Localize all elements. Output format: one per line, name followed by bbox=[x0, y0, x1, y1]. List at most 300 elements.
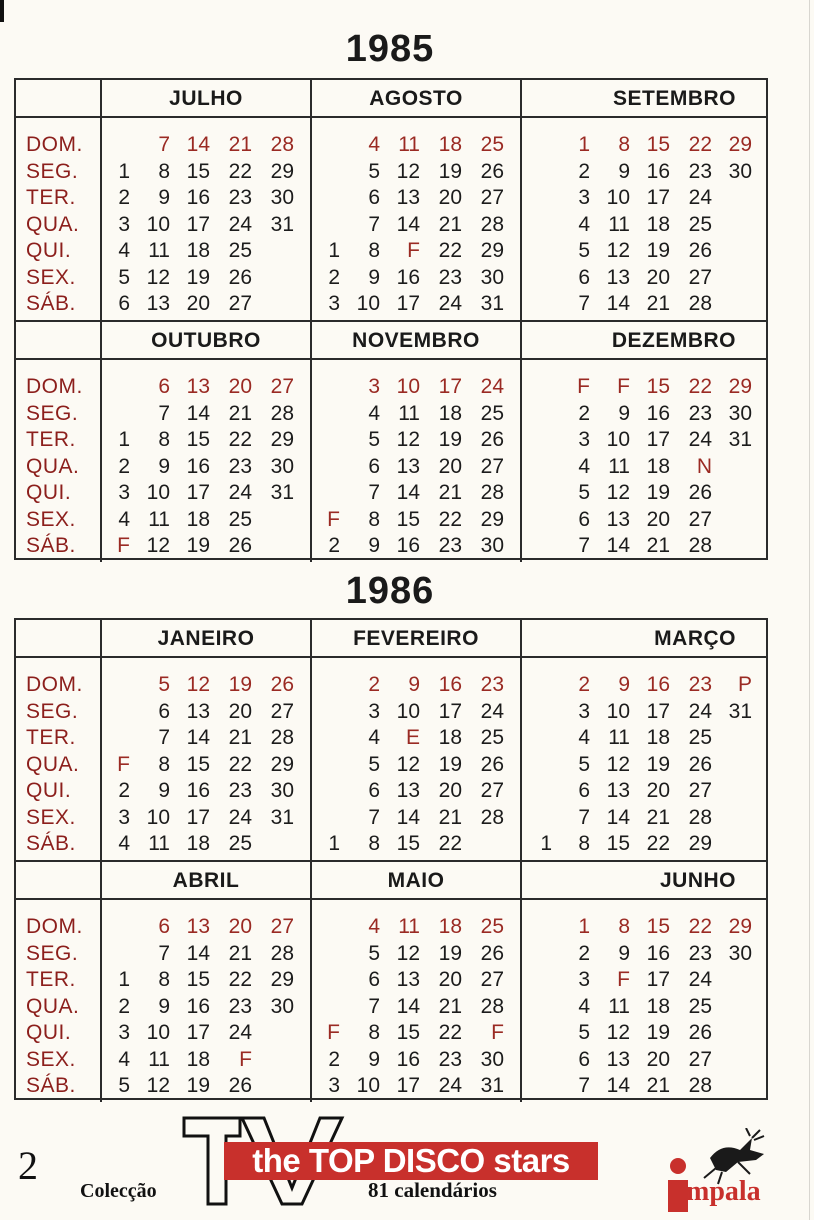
day-number: 20 bbox=[438, 186, 462, 209]
day-number: 15 bbox=[646, 375, 670, 398]
day-number: F bbox=[117, 534, 130, 557]
day-number: 13 bbox=[396, 186, 420, 209]
day-number: 20 bbox=[228, 915, 252, 938]
month-name: JANEIRO bbox=[100, 620, 310, 656]
day-number: 13 bbox=[606, 265, 630, 289]
day-number: 8 bbox=[158, 752, 170, 776]
month-day-grid bbox=[16, 360, 766, 562]
day-number: 22 bbox=[438, 1021, 462, 1044]
day-number: 9 bbox=[618, 159, 630, 183]
day-number: 28 bbox=[688, 805, 712, 829]
day-number: 15 bbox=[606, 832, 630, 855]
weekday-label: DOM. bbox=[26, 915, 83, 938]
day-number: 14 bbox=[396, 805, 420, 829]
day-number: 27 bbox=[480, 454, 504, 478]
day-number: 24 bbox=[228, 212, 252, 236]
day-number: 4 bbox=[578, 454, 590, 478]
day-number: 17 bbox=[438, 699, 462, 723]
day-number: 18 bbox=[438, 401, 462, 425]
day-number: 13 bbox=[606, 779, 630, 802]
day-number: 28 bbox=[480, 994, 504, 1018]
day-number: 21 bbox=[228, 941, 252, 965]
day-number: 14 bbox=[186, 401, 210, 425]
weekday-label: SEX. bbox=[26, 1047, 76, 1071]
day-number: 23 bbox=[438, 265, 462, 289]
weekday-label: TER. bbox=[26, 428, 76, 451]
day-number: 8 bbox=[578, 832, 590, 855]
day-number: 31 bbox=[728, 428, 752, 451]
month-name: JULHO bbox=[100, 80, 310, 116]
year-heading-1985: 1985 bbox=[345, 28, 435, 70]
day-number: 23 bbox=[228, 779, 252, 802]
day-number: 11 bbox=[398, 915, 420, 938]
day-number: 6 bbox=[578, 507, 590, 531]
day-number: 4 bbox=[368, 915, 380, 938]
day-number: 18 bbox=[186, 239, 210, 262]
weekday-label: DOM. bbox=[26, 133, 83, 156]
day-number: 21 bbox=[438, 212, 462, 236]
day-number: 22 bbox=[228, 428, 252, 451]
day-number: 27 bbox=[228, 292, 252, 315]
day-number: 18 bbox=[646, 994, 670, 1018]
day-number: 18 bbox=[438, 915, 462, 938]
day-number: 18 bbox=[438, 726, 462, 749]
day-number: 4 bbox=[368, 133, 380, 156]
day-number: 19 bbox=[228, 673, 252, 696]
day-number: 1 bbox=[328, 239, 340, 262]
day-number: 13 bbox=[606, 507, 630, 531]
weekday-label: SEG. bbox=[26, 401, 79, 425]
day-number: F bbox=[617, 968, 630, 991]
day-number: 29 bbox=[688, 832, 712, 855]
day-number: 17 bbox=[438, 375, 462, 398]
day-number: 3 bbox=[368, 699, 380, 723]
weekday-label: DOM. bbox=[26, 375, 83, 398]
day-number: 24 bbox=[228, 805, 252, 829]
day-number: 18 bbox=[186, 1047, 210, 1071]
month-name: JUNHO bbox=[520, 862, 766, 898]
day-number: 30 bbox=[728, 401, 752, 425]
weekday-label: QUI. bbox=[26, 481, 72, 504]
day-number: 9 bbox=[368, 1047, 380, 1071]
day-number: F bbox=[407, 239, 420, 262]
day-number: 2 bbox=[328, 1047, 340, 1071]
day-number: 4 bbox=[118, 1047, 130, 1071]
day-number: 23 bbox=[228, 994, 252, 1018]
day-number: 30 bbox=[270, 994, 294, 1018]
day-number: 1 bbox=[578, 915, 590, 938]
day-number: 23 bbox=[480, 673, 504, 696]
day-number: 26 bbox=[228, 265, 252, 289]
day-number: 11 bbox=[608, 212, 630, 236]
day-number: 22 bbox=[438, 239, 462, 262]
day-number: 17 bbox=[646, 968, 670, 991]
day-number: 16 bbox=[646, 673, 670, 696]
weekday-label: SÁB. bbox=[26, 534, 76, 557]
weekday-label: SÁB. bbox=[26, 1074, 76, 1097]
weekday-label: SEG. bbox=[26, 159, 79, 183]
day-number: 16 bbox=[186, 186, 210, 209]
day-number: 3 bbox=[578, 968, 590, 991]
day-number: 24 bbox=[438, 292, 462, 315]
day-number: 28 bbox=[688, 292, 712, 315]
day-number: 7 bbox=[158, 133, 170, 156]
day-number: 23 bbox=[688, 159, 712, 183]
weekday-label: QUA. bbox=[26, 212, 80, 236]
day-number: 16 bbox=[646, 159, 670, 183]
day-number: 22 bbox=[688, 133, 712, 156]
day-number: 20 bbox=[646, 265, 670, 289]
day-number: 14 bbox=[606, 292, 630, 315]
day-number: 5 bbox=[368, 752, 380, 776]
day-number: 6 bbox=[158, 699, 170, 723]
day-number: 31 bbox=[270, 481, 294, 504]
year-heading-1986: 1986 bbox=[345, 570, 435, 612]
weekday-label: TER. bbox=[26, 726, 76, 749]
day-number: 12 bbox=[606, 1021, 630, 1044]
day-number: 8 bbox=[158, 968, 170, 991]
day-number: 17 bbox=[646, 186, 670, 209]
day-number: 4 bbox=[578, 726, 590, 749]
day-number: 7 bbox=[578, 534, 590, 557]
day-number: 8 bbox=[368, 1021, 380, 1044]
month-header-row bbox=[16, 322, 766, 360]
day-number: 29 bbox=[728, 133, 752, 156]
month-name: MAIO bbox=[310, 862, 520, 898]
day-number: 21 bbox=[646, 534, 670, 557]
day-number: 22 bbox=[228, 752, 252, 776]
day-number: 7 bbox=[578, 292, 590, 315]
month-day-grid bbox=[16, 118, 766, 320]
day-number: F bbox=[577, 375, 590, 398]
day-number: 25 bbox=[228, 239, 252, 262]
day-number: 25 bbox=[480, 401, 504, 425]
day-number: 11 bbox=[608, 994, 630, 1018]
column-divider bbox=[520, 900, 522, 1102]
day-number: 10 bbox=[606, 186, 630, 209]
day-number: 22 bbox=[646, 832, 670, 855]
day-number: 20 bbox=[438, 968, 462, 991]
day-number: 18 bbox=[646, 726, 670, 749]
day-number: 17 bbox=[186, 1021, 210, 1044]
day-number: 25 bbox=[480, 726, 504, 749]
weekday-label: DOM. bbox=[26, 673, 83, 696]
day-number: 23 bbox=[438, 534, 462, 557]
day-number: 15 bbox=[396, 1021, 420, 1044]
month-header-row bbox=[16, 862, 766, 900]
day-number: 26 bbox=[228, 1074, 252, 1097]
day-number: 27 bbox=[270, 375, 294, 398]
day-number: 2 bbox=[578, 159, 590, 183]
day-number: 21 bbox=[228, 401, 252, 425]
day-number: 8 bbox=[618, 133, 630, 156]
day-number: 1 bbox=[118, 968, 130, 991]
day-number: 14 bbox=[606, 1074, 630, 1097]
day-number: 7 bbox=[158, 726, 170, 749]
day-number: 3 bbox=[368, 375, 380, 398]
day-number: 30 bbox=[270, 779, 294, 802]
day-number: 13 bbox=[186, 699, 210, 723]
day-number: 24 bbox=[438, 1074, 462, 1097]
weekday-label: QUI. bbox=[26, 779, 72, 802]
day-number: 30 bbox=[270, 454, 294, 478]
month-name: AGOSTO bbox=[310, 80, 520, 116]
month-band bbox=[16, 320, 766, 562]
day-number: 3 bbox=[118, 481, 130, 504]
day-number: 22 bbox=[688, 915, 712, 938]
calendar-table-1985 bbox=[14, 78, 768, 560]
footer bbox=[0, 1100, 814, 1220]
day-number: 31 bbox=[270, 805, 294, 829]
day-number: 21 bbox=[438, 481, 462, 504]
day-number: 28 bbox=[270, 401, 294, 425]
day-number: 20 bbox=[438, 779, 462, 802]
day-number: 5 bbox=[368, 159, 380, 183]
day-number: 2 bbox=[118, 454, 130, 478]
day-number: 10 bbox=[396, 699, 420, 723]
day-number: 16 bbox=[396, 265, 420, 289]
day-number: F bbox=[239, 1047, 252, 1071]
day-number: 15 bbox=[186, 752, 210, 776]
day-number: 15 bbox=[646, 133, 670, 156]
day-number: 23 bbox=[438, 1047, 462, 1071]
day-number: 29 bbox=[728, 915, 752, 938]
day-number: 28 bbox=[688, 534, 712, 557]
day-number: 29 bbox=[480, 239, 504, 262]
calendar-count-label: 81 calendários bbox=[368, 1178, 497, 1202]
day-number: 3 bbox=[118, 1021, 130, 1044]
weekday-label: TER. bbox=[26, 186, 76, 209]
day-number: 18 bbox=[438, 133, 462, 156]
day-number: 13 bbox=[396, 454, 420, 478]
day-number: 12 bbox=[146, 265, 170, 289]
calendar-table-1986 bbox=[14, 618, 768, 1100]
day-number: 11 bbox=[398, 401, 420, 425]
day-number: 27 bbox=[480, 186, 504, 209]
day-number: 13 bbox=[186, 375, 210, 398]
page-number: 2 bbox=[18, 1143, 38, 1188]
day-number: 18 bbox=[186, 507, 210, 531]
day-number: 6 bbox=[368, 779, 380, 802]
day-number: 5 bbox=[118, 1074, 130, 1097]
day-number: 15 bbox=[186, 159, 210, 183]
day-number: 4 bbox=[368, 401, 380, 425]
day-number: 16 bbox=[186, 779, 210, 802]
day-number: 9 bbox=[158, 779, 170, 802]
day-number: 22 bbox=[438, 832, 462, 855]
weekday-label: QUI. bbox=[26, 1021, 72, 1044]
day-number: 8 bbox=[368, 832, 380, 855]
day-number: 1 bbox=[118, 428, 130, 451]
day-number: 5 bbox=[578, 752, 590, 776]
day-number: 30 bbox=[480, 534, 504, 557]
day-number: 26 bbox=[228, 534, 252, 557]
day-number: 18 bbox=[186, 832, 210, 855]
day-number: 26 bbox=[688, 481, 712, 504]
day-number: 11 bbox=[398, 133, 420, 156]
day-number: 5 bbox=[578, 239, 590, 262]
day-number: 9 bbox=[618, 941, 630, 965]
day-number: 11 bbox=[148, 507, 170, 531]
day-number: 14 bbox=[396, 212, 420, 236]
day-number: F bbox=[327, 507, 340, 531]
day-number: 21 bbox=[646, 292, 670, 315]
day-number: 7 bbox=[158, 941, 170, 965]
day-number: 27 bbox=[688, 265, 712, 289]
day-number: 10 bbox=[146, 805, 170, 829]
day-number: 24 bbox=[480, 699, 504, 723]
column-divider bbox=[310, 658, 312, 860]
day-number: 11 bbox=[608, 454, 630, 478]
day-number: 6 bbox=[368, 454, 380, 478]
day-number: 14 bbox=[186, 941, 210, 965]
day-number: 12 bbox=[396, 752, 420, 776]
day-number: 26 bbox=[688, 1021, 712, 1044]
day-number: 29 bbox=[728, 375, 752, 398]
day-number: 26 bbox=[480, 428, 504, 451]
day-number: 15 bbox=[186, 428, 210, 451]
day-number: F bbox=[491, 1021, 504, 1044]
day-number: 20 bbox=[186, 292, 210, 315]
day-number: 4 bbox=[118, 832, 130, 855]
day-number: 9 bbox=[158, 454, 170, 478]
month-day-grid bbox=[16, 900, 766, 1102]
day-number: 3 bbox=[118, 805, 130, 829]
brand-name: mpala bbox=[686, 1176, 761, 1207]
day-number: 14 bbox=[186, 133, 210, 156]
day-number: 20 bbox=[646, 779, 670, 802]
corner-mark bbox=[0, 0, 4, 22]
day-number: 23 bbox=[688, 941, 712, 965]
day-number: 27 bbox=[688, 507, 712, 531]
day-number: 21 bbox=[438, 805, 462, 829]
day-number: 21 bbox=[438, 994, 462, 1018]
day-number: 16 bbox=[396, 534, 420, 557]
day-number: 8 bbox=[158, 428, 170, 451]
day-number: 2 bbox=[118, 186, 130, 209]
collection-label: Colecção bbox=[80, 1180, 157, 1202]
day-number: 16 bbox=[186, 994, 210, 1018]
day-number: 31 bbox=[270, 212, 294, 236]
day-number: 17 bbox=[646, 699, 670, 723]
month-band bbox=[16, 80, 766, 320]
day-number: 9 bbox=[158, 994, 170, 1018]
month-day-grid bbox=[16, 658, 766, 860]
day-number: 17 bbox=[186, 481, 210, 504]
weekday-label: SEG. bbox=[26, 699, 79, 723]
day-number: 12 bbox=[396, 159, 420, 183]
day-number: 9 bbox=[158, 186, 170, 209]
day-number: 5 bbox=[368, 428, 380, 451]
month-name: OUTUBRO bbox=[100, 322, 310, 358]
day-number: 27 bbox=[270, 699, 294, 723]
day-number: 10 bbox=[146, 481, 170, 504]
day-number: 26 bbox=[688, 239, 712, 262]
day-number: 6 bbox=[578, 779, 590, 802]
day-number: 4 bbox=[578, 212, 590, 236]
day-number: 15 bbox=[646, 915, 670, 938]
day-number: 8 bbox=[618, 915, 630, 938]
day-number: 10 bbox=[146, 1021, 170, 1044]
day-number: 29 bbox=[270, 968, 294, 991]
day-number: 10 bbox=[606, 699, 630, 723]
day-number: 23 bbox=[228, 454, 252, 478]
day-number: 27 bbox=[688, 779, 712, 802]
day-number: 31 bbox=[480, 1074, 504, 1097]
day-number: 24 bbox=[480, 375, 504, 398]
day-number: 30 bbox=[728, 159, 752, 183]
day-number: 24 bbox=[228, 1021, 252, 1044]
day-number: 2 bbox=[368, 673, 380, 696]
weekday-label: TER. bbox=[26, 968, 76, 991]
day-number: 28 bbox=[480, 805, 504, 829]
day-number: 17 bbox=[396, 1074, 420, 1097]
day-number: 29 bbox=[270, 159, 294, 183]
day-number: 16 bbox=[438, 673, 462, 696]
day-number: 29 bbox=[270, 752, 294, 776]
day-number: 24 bbox=[688, 428, 712, 451]
day-number: 23 bbox=[688, 401, 712, 425]
day-number: 12 bbox=[146, 534, 170, 557]
day-number: 25 bbox=[228, 507, 252, 531]
day-number: 7 bbox=[578, 805, 590, 829]
day-number: 14 bbox=[606, 805, 630, 829]
day-number: 8 bbox=[368, 507, 380, 531]
day-number: 28 bbox=[270, 726, 294, 749]
day-number: 25 bbox=[480, 133, 504, 156]
day-number: 11 bbox=[148, 1047, 170, 1071]
day-number: 27 bbox=[480, 968, 504, 991]
weekday-label: QUA. bbox=[26, 752, 80, 776]
day-number: 27 bbox=[688, 1047, 712, 1071]
day-number: 27 bbox=[270, 915, 294, 938]
day-number: 20 bbox=[646, 507, 670, 531]
day-number: 7 bbox=[578, 1074, 590, 1097]
day-number: 2 bbox=[328, 265, 340, 289]
day-number: 21 bbox=[646, 1074, 670, 1097]
month-name: ABRIL bbox=[100, 862, 310, 898]
day-number: 9 bbox=[368, 265, 380, 289]
day-number: 3 bbox=[578, 186, 590, 209]
day-number: 7 bbox=[368, 994, 380, 1018]
day-number: 27 bbox=[480, 779, 504, 802]
day-number: 19 bbox=[186, 1074, 210, 1097]
weekday-label: QUI. bbox=[26, 239, 72, 262]
day-number: N bbox=[696, 454, 712, 478]
day-number: 24 bbox=[688, 968, 712, 991]
day-number: 24 bbox=[688, 699, 712, 723]
day-number: 10 bbox=[356, 292, 380, 315]
month-name: SETEMBRO bbox=[520, 80, 766, 116]
day-number: 7 bbox=[158, 401, 170, 425]
day-number: 6 bbox=[368, 968, 380, 991]
day-number: 26 bbox=[270, 673, 294, 696]
day-number: 21 bbox=[228, 133, 252, 156]
day-number: 3 bbox=[118, 212, 130, 236]
day-number: 31 bbox=[728, 699, 752, 723]
day-number: 4 bbox=[118, 507, 130, 531]
day-number: 28 bbox=[270, 133, 294, 156]
month-band bbox=[16, 860, 766, 1102]
day-number: 5 bbox=[578, 481, 590, 504]
day-number: 2 bbox=[578, 401, 590, 425]
day-number: 22 bbox=[438, 507, 462, 531]
day-number: 12 bbox=[186, 673, 210, 696]
day-number: 10 bbox=[606, 428, 630, 451]
day-number: 2 bbox=[578, 673, 590, 696]
day-number: 29 bbox=[480, 507, 504, 531]
day-number: 6 bbox=[158, 915, 170, 938]
